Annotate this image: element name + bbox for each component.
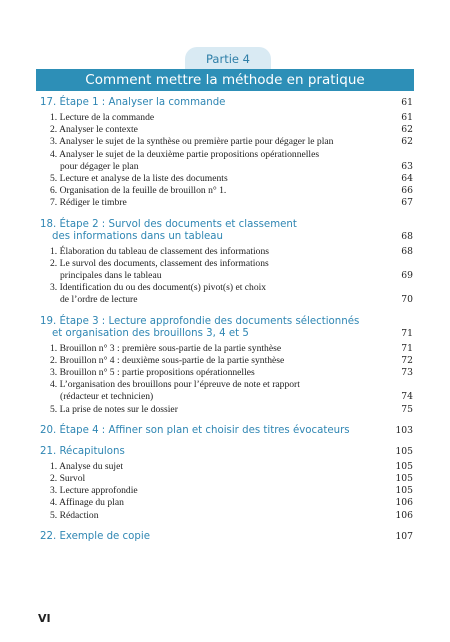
toc-section-title: 19. Étape 3 : Lecture approfondie des documents sélectionnés bbox=[40, 315, 360, 327]
toc-item[interactable] bbox=[40, 367, 415, 379]
table-of-contents bbox=[40, 97, 415, 546]
toc-page-number: 68 bbox=[401, 230, 413, 242]
toc-item[interactable] bbox=[40, 246, 415, 258]
toc-page-number: 75 bbox=[401, 403, 413, 415]
toc-section-title: 18. Étape 2 : Survol des documents et classement bbox=[40, 218, 297, 230]
toc-page-number: 72 bbox=[401, 354, 413, 366]
toc-section[interactable] bbox=[40, 425, 415, 437]
toc-item-label: 4. Analyser le sujet de la deuxième partie propositions opérationnelles bbox=[50, 148, 320, 160]
toc-item-label: 4. L’organisation des brouillons pour l’épreuve de note et rapport bbox=[50, 379, 300, 391]
toc-item[interactable] bbox=[40, 282, 415, 306]
toc-section-title: 21. Récapitulons bbox=[40, 445, 125, 457]
toc-section[interactable] bbox=[40, 531, 415, 543]
toc-item[interactable] bbox=[40, 258, 415, 282]
part-label: Partie 4 bbox=[206, 52, 250, 66]
toc-item-label: 2. Brouillon n° 4 : deuxième sous-partie de la partie synthèse bbox=[50, 354, 285, 366]
toc-item[interactable] bbox=[40, 149, 415, 173]
toc-page-number: 62 bbox=[401, 136, 413, 148]
toc-item[interactable] bbox=[40, 173, 415, 185]
toc-page-number: 66 bbox=[401, 185, 413, 197]
toc-item[interactable] bbox=[40, 404, 415, 416]
toc-item-label: pour dégager le plan bbox=[60, 160, 139, 172]
toc-page-number: 105 bbox=[395, 485, 413, 497]
toc-section-title: 20. Étape 4 : Affiner son plan et choisir des titres évocateurs bbox=[40, 424, 350, 436]
toc-page-number: 106 bbox=[395, 509, 413, 521]
toc-item-label: 1. Élaboration du tableau de classement des informations bbox=[50, 245, 269, 257]
toc-item-label: 3. Analyser le sujet de la synthèse ou première partie pour dégager le plan bbox=[50, 136, 334, 148]
toc-item-label: 2. Analyser le contexte bbox=[50, 124, 138, 136]
toc-section-title: et organisation des brouillons 3, 4 et 5 bbox=[52, 327, 249, 339]
toc-item[interactable] bbox=[40, 473, 415, 485]
toc-page-number: 74 bbox=[401, 391, 413, 403]
toc-section[interactable] bbox=[40, 97, 415, 109]
toc-page-number: 67 bbox=[401, 197, 413, 209]
toc-item-label: 1. Brouillon n° 3 : première sous-partie de la partie synthèse bbox=[50, 342, 282, 354]
toc-item-label: 2. Le survol des documents, classement des informations bbox=[50, 257, 269, 269]
part-title: Comment mettre la méthode en pratique bbox=[85, 72, 365, 88]
toc-item[interactable] bbox=[40, 355, 415, 367]
page-folio: VI bbox=[38, 612, 51, 625]
toc-item[interactable] bbox=[40, 343, 415, 355]
toc-item[interactable] bbox=[40, 510, 415, 522]
toc-item-label: de l’ordre de lecture bbox=[60, 294, 138, 306]
toc-section-title: 17. Étape 1 : Analyser la commande bbox=[40, 97, 226, 108]
toc-item[interactable] bbox=[40, 197, 415, 209]
toc-page-number: 71 bbox=[401, 342, 413, 354]
toc-item-label: 5. Lecture et analyse de la liste des documents bbox=[50, 173, 228, 185]
toc-page-number: 70 bbox=[401, 294, 413, 306]
toc-item[interactable] bbox=[40, 461, 415, 473]
toc-page-number: 106 bbox=[395, 497, 413, 509]
toc-page-number: 61 bbox=[401, 112, 413, 123]
toc-page-number: 105 bbox=[395, 473, 413, 485]
toc-page-number: 71 bbox=[401, 327, 413, 339]
toc-item-label: 5. La prise de notes sur le dossier bbox=[50, 403, 178, 415]
toc-item-label: principales dans le tableau bbox=[60, 270, 162, 282]
toc-section[interactable] bbox=[40, 316, 415, 340]
toc-item-label: 5. Rédaction bbox=[50, 509, 99, 521]
toc-page-number: 62 bbox=[401, 124, 413, 136]
toc-item-label: 4. Affinage du plan bbox=[50, 497, 124, 509]
toc-section[interactable] bbox=[40, 219, 415, 243]
toc-page-number: 107 bbox=[395, 530, 413, 542]
toc-item[interactable] bbox=[40, 497, 415, 509]
toc-item-label: 3. Identification du ou des document(s) pivot(s) et choix bbox=[50, 282, 267, 294]
toc-section-title: des informations dans un tableau bbox=[52, 230, 223, 242]
toc-item[interactable] bbox=[40, 112, 415, 124]
toc-item[interactable] bbox=[40, 485, 415, 497]
toc-item-label: 7. Rédiger le timbre bbox=[50, 197, 127, 209]
toc-page-number: 64 bbox=[401, 173, 413, 185]
toc-page-number: 105 bbox=[395, 460, 413, 472]
toc-section-title: 22. Exemple de copie bbox=[40, 530, 150, 542]
toc-page-number: 61 bbox=[401, 97, 413, 108]
part-tab bbox=[185, 47, 271, 71]
toc-item-label: 1. Lecture de la commande bbox=[50, 112, 155, 123]
toc-item[interactable] bbox=[40, 185, 415, 197]
toc-page-number: 68 bbox=[401, 245, 413, 257]
toc-page-number: 105 bbox=[395, 445, 413, 457]
toc-item[interactable] bbox=[40, 124, 415, 136]
toc-item-label: 6. Organisation de la feuille de brouillon n° 1. bbox=[50, 185, 227, 197]
toc-item-label: 3. Brouillon n° 5 : partie propositions opérationnelles bbox=[50, 367, 255, 379]
toc-section[interactable] bbox=[40, 446, 415, 458]
toc-page-number: 63 bbox=[401, 160, 413, 172]
toc-item-label: 1. Analyse du sujet bbox=[50, 460, 124, 472]
toc-item-label: 3. Lecture approfondie bbox=[50, 485, 138, 497]
toc-item-label: (rédacteur et technicien) bbox=[60, 391, 154, 403]
toc-item[interactable] bbox=[40, 136, 415, 148]
toc-page-number: 69 bbox=[401, 270, 413, 282]
toc-page-number: 103 bbox=[395, 424, 413, 436]
part-title-banner bbox=[36, 69, 414, 91]
toc-page-number: 73 bbox=[401, 367, 413, 379]
toc-item-label: 2. Survol bbox=[50, 473, 86, 485]
toc-item[interactable] bbox=[40, 379, 415, 403]
